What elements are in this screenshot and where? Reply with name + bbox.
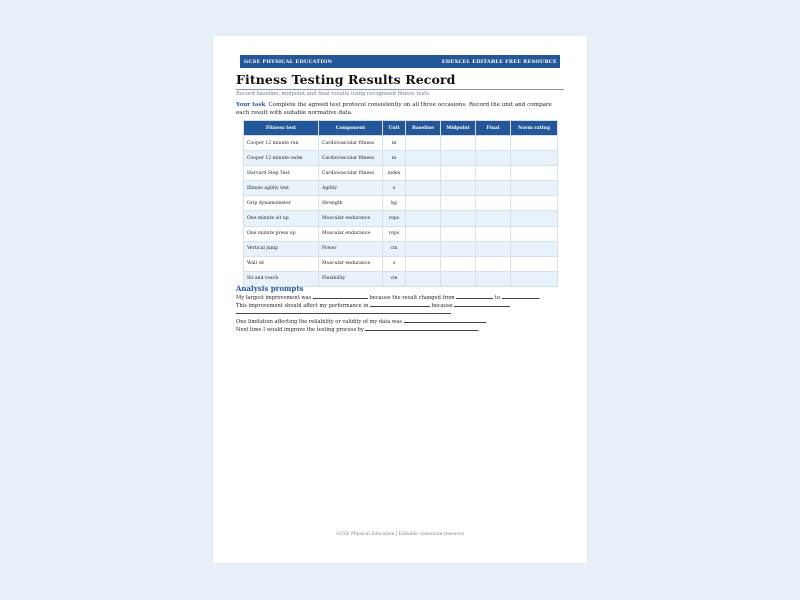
answer-blank[interactable] [313,294,368,299]
baseline-cell[interactable] [406,196,441,211]
test-name-cell: Vertical jump [244,241,319,256]
table-row [244,211,558,226]
midpoint-cell[interactable] [441,226,476,241]
norm-rating-cell[interactable] [511,181,558,196]
unit-cell: s [383,181,406,196]
table-row [244,241,558,256]
baseline-cell[interactable] [406,241,441,256]
midpoint-cell[interactable] [441,181,476,196]
final-cell[interactable] [476,181,511,196]
midpoint-cell[interactable] [441,136,476,151]
baseline-cell[interactable] [406,271,441,286]
norm-rating-cell[interactable] [511,256,558,271]
final-cell[interactable] [476,151,511,166]
table-row [244,226,558,241]
column-header: Unit [383,121,406,136]
component-cell: Muscular endurance [319,211,383,226]
baseline-cell[interactable] [406,181,441,196]
test-name-cell: Cooper 12 minute run [244,136,319,151]
prompt-text: My largest improvement was [236,295,312,301]
test-name-cell: One minute sit up [244,211,319,226]
norm-rating-cell[interactable] [511,271,558,286]
column-header: Fitness test [244,121,319,136]
baseline-cell[interactable] [406,166,441,181]
column-header: Baseline [406,121,441,136]
test-name-cell: One minute press up [244,226,319,241]
midpoint-cell[interactable] [441,166,476,181]
norm-rating-cell[interactable] [511,241,558,256]
baseline-cell[interactable] [406,136,441,151]
test-name-cell: Wall sit [244,256,319,271]
answer-blank[interactable] [365,326,478,331]
unit-cell: s [383,256,406,271]
prompt-text: Next time I would improve the testing process by [236,327,364,333]
column-header: Component [319,121,383,136]
norm-rating-cell[interactable] [511,151,558,166]
results-table [243,120,558,287]
midpoint-cell[interactable] [441,211,476,226]
page-subtitle: Record baseline, midpoint and final results using recognised fitness tests [236,91,429,97]
component-cell: Cardiovascular fitness [319,166,383,181]
midpoint-cell[interactable] [441,271,476,286]
final-cell[interactable] [476,136,511,151]
midpoint-cell[interactable] [441,196,476,211]
unit-cell: index [383,166,406,181]
task-text: Complete the agreed test protocol consistently on all three occasions. Record the unit and compare each result with suitable normative data. [236,102,552,116]
table-row [244,166,558,181]
baseline-cell[interactable] [406,151,441,166]
column-header: Midpoint [441,121,476,136]
prompt-next-time: Next time I would improve the testing process by . [236,327,481,333]
title-divider [236,89,564,90]
midpoint-cell[interactable] [441,256,476,271]
table-row [244,151,558,166]
baseline-cell[interactable] [406,226,441,241]
midpoint-cell[interactable] [441,241,476,256]
answer-blank[interactable] [456,294,493,299]
final-cell[interactable] [476,241,511,256]
prompt-text: One limitation affecting the reliability or validity of my data was [236,319,402,325]
analysis-prompts-heading: Analysis prompts [236,284,304,293]
final-cell[interactable] [476,226,511,241]
unit-cell: reps [383,226,406,241]
norm-rating-cell[interactable] [511,211,558,226]
final-cell[interactable] [476,271,511,286]
table-row [244,181,558,196]
prompt-continuation-line [236,309,451,316]
component-cell: Cardiovascular fitness [319,151,383,166]
answer-blank[interactable] [404,318,486,323]
norm-rating-cell[interactable] [511,196,558,211]
test-name-cell: Grip dynamometer [244,196,319,211]
answer-blank[interactable] [502,294,539,299]
table-header-row [244,121,558,136]
final-cell[interactable] [476,196,511,211]
norm-rating-cell[interactable] [511,226,558,241]
component-cell: Muscular endurance [319,226,383,241]
midpoint-cell[interactable] [441,151,476,166]
prompt-performance-effect [236,302,510,309]
component-cell: Flexibility [319,271,383,286]
table-row [244,136,558,151]
unit-cell: cm [383,241,406,256]
baseline-cell[interactable] [406,256,441,271]
table-row [244,256,558,271]
task-instructions [236,101,566,117]
page-footer: GCSE Physical Education | Editable classroom resource [336,532,464,537]
prompt-largest-improvement: My largest improvement was because the result changed from to . [236,295,541,301]
final-cell[interactable] [476,256,511,271]
test-name-cell: Cooper 12 minute swim [244,151,319,166]
column-header: Final [476,121,511,136]
unit-cell: kg [383,196,406,211]
final-cell[interactable] [476,211,511,226]
baseline-cell[interactable] [406,211,441,226]
page-title: Fitness Testing Results Record [236,72,456,87]
header-board: EDEXCEL EDITABLE FREE RESOURCE [441,58,557,65]
answer-blank[interactable] [454,302,510,307]
unit-cell: cm [383,271,406,286]
test-name-cell: Illinois agility test [244,181,319,196]
final-cell[interactable] [476,166,511,181]
column-header: Norm rating [511,121,558,136]
unit-cell: reps [383,211,406,226]
prompt-limitation: One limitation affecting the reliability or validity of my data was . [236,319,488,325]
table-row [244,196,558,211]
norm-rating-cell[interactable] [511,136,558,151]
prompt-text: because the result changed from [369,295,455,301]
unit-cell: m [383,151,406,166]
test-name-cell: Harvard Step Test [244,166,319,181]
component-cell: Power [319,241,383,256]
prompt-text: to [494,295,501,301]
component-cell: Cardiovascular fitness [319,136,383,151]
worksheet-page [213,36,587,563]
test-name-cell: Sit and reach [244,271,319,286]
answer-blank[interactable] [236,309,451,314]
component-cell: Agility [319,181,383,196]
task-label: Your task [236,102,266,108]
prompt-text: This improvement should affect my performance in [236,303,369,309]
header-band [240,55,560,68]
header-subject: GCSE PHYSICAL EDUCATION [244,58,333,65]
norm-rating-cell[interactable] [511,166,558,181]
prompt-text: because [431,303,453,309]
answer-blank[interactable] [370,302,430,307]
component-cell: Strength [319,196,383,211]
component-cell: Muscular endurance [319,256,383,271]
unit-cell: m [383,136,406,151]
